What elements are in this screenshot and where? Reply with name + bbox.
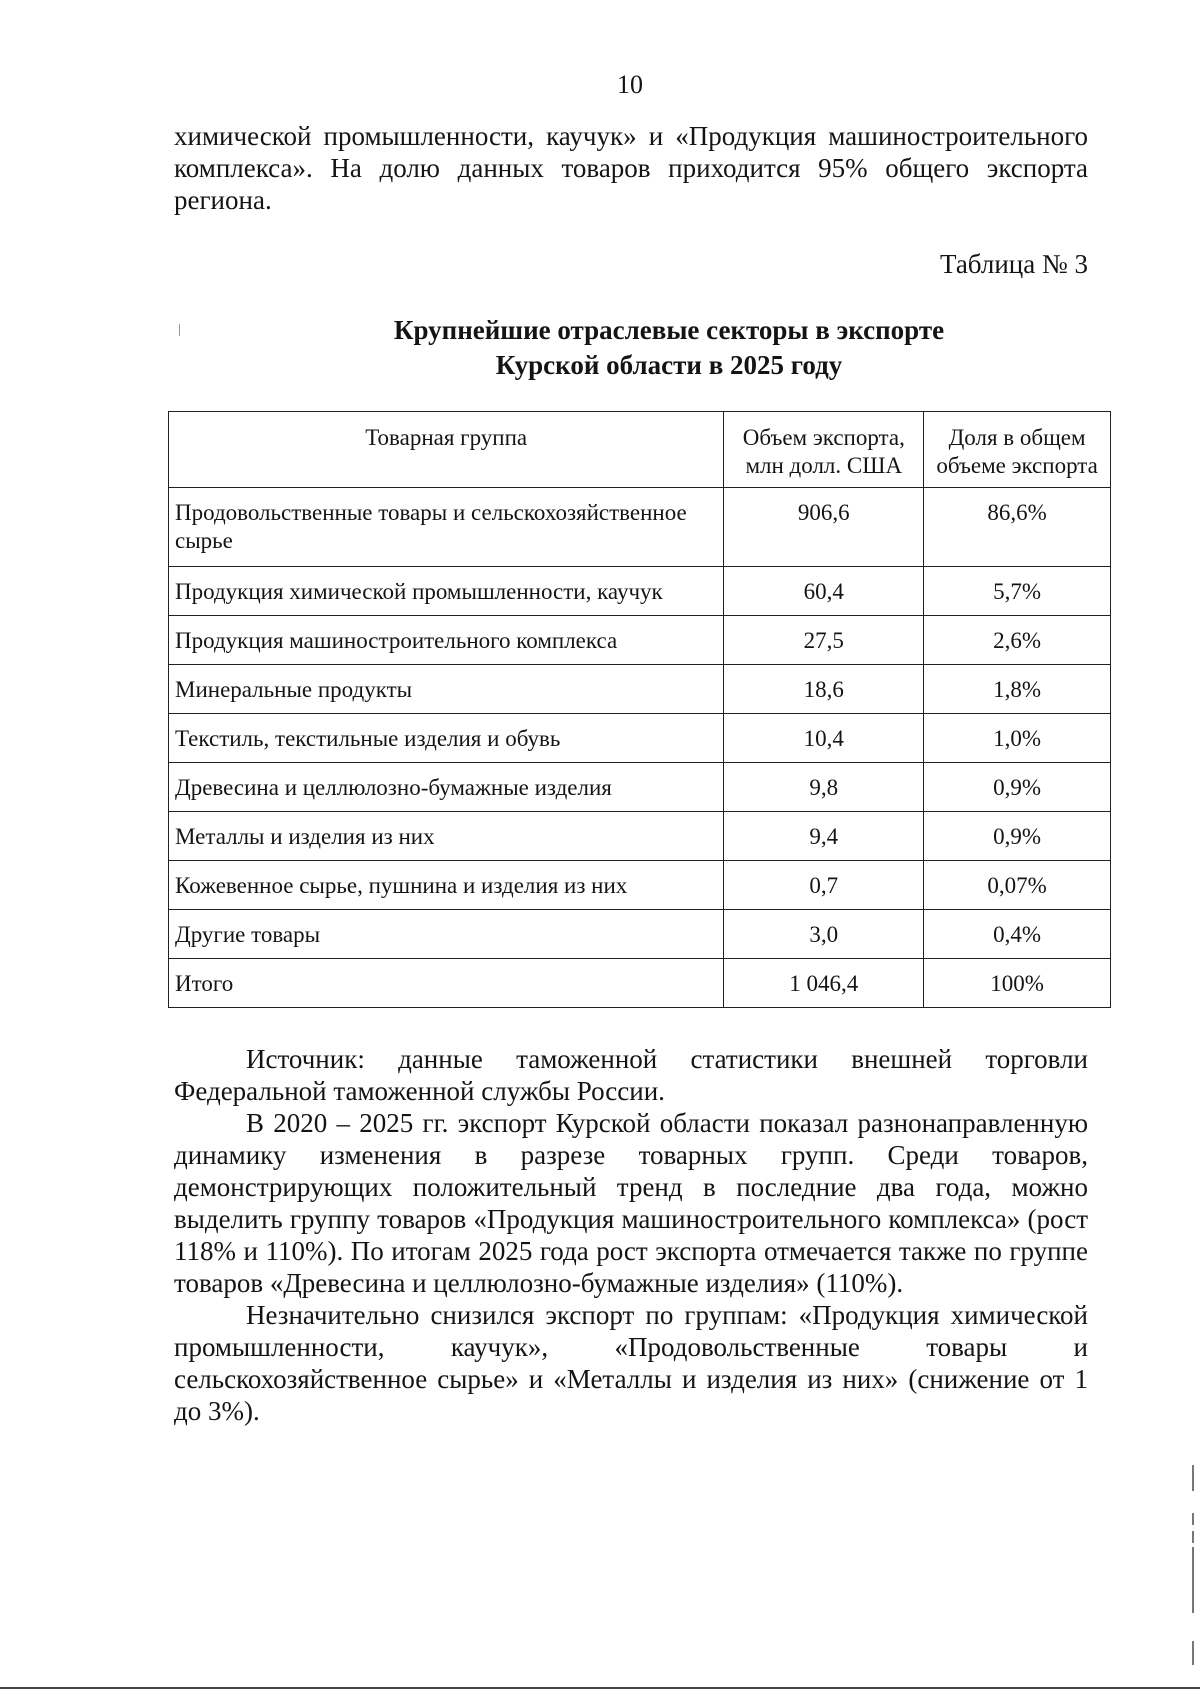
cell-volume: 3,0 <box>724 910 924 959</box>
scan-edge-mark <box>1192 1513 1194 1525</box>
cell-share: 5,7% <box>924 567 1111 616</box>
table-label: Таблица № 3 <box>940 249 1088 279</box>
cell-group: Итого <box>169 959 724 1008</box>
scan-edge-mark <box>1192 1465 1194 1491</box>
table-row <box>169 714 1111 763</box>
cell-share: 0,9% <box>924 812 1111 861</box>
paragraph-dynamics: В 2020 – 2025 гг. экспорт Курской области показал разнонаправленную динамику изменения в разрезе товарных групп. Среди товаров, демонстрирующих положительный тренд в последние два года, можно выделить группу товаров «Продукция машиностроительного комплекса» (рост 118% и 110%). По итогам 2025 года рост экспорта отмечается также по группе товаров «Древесина и целлюлозно-бумажные изделия» (110%). <box>174 1108 1088 1298</box>
intro-paragraph: химической промышленности, каучук» и «Продукция машиностроительного комплекса». На долю данных товаров приходится 95% общего экспорта региона. <box>174 121 1088 215</box>
scan-edge-mark <box>1192 1641 1194 1665</box>
cell-volume: 9,4 <box>724 812 924 861</box>
cell-share: 1,8% <box>924 665 1111 714</box>
cell-share: 100% <box>924 959 1111 1008</box>
table-row <box>169 665 1111 714</box>
paragraph-decline: Незначительно снизился экспорт по группам: «Продукция химической промышленности, каучук», «Продовольственные товары и сельскохозяйственное сырье» и «Металлы и изделия из них» (снижение от 1 до 3%). <box>174 1300 1088 1426</box>
cell-group: Кожевенное сырье, пушнина и изделия из них <box>169 861 724 910</box>
cell-group: Продукция химической промышленности, каучук <box>169 567 724 616</box>
scan-edge-mark <box>1192 1531 1194 1543</box>
cell-volume: 906,6 <box>724 488 924 567</box>
cell-volume: 0,7 <box>724 861 924 910</box>
header-export-share: Доля в общем объеме экспорта <box>924 412 1111 488</box>
table-title-line-1: Крупнейшие отраслевые секторы в экспорте <box>393 315 945 345</box>
table-row <box>169 763 1111 812</box>
cell-volume: 9,8 <box>724 763 924 812</box>
table-row <box>169 567 1111 616</box>
table-title-line-2: Курской области в 2025 году <box>495 350 843 380</box>
page-number: 10 <box>617 70 643 99</box>
cell-share: 0,07% <box>924 861 1111 910</box>
text-after-table <box>174 1043 1088 1427</box>
export-sectors-table <box>168 411 1111 1008</box>
table-row <box>169 616 1111 665</box>
table-row <box>169 910 1111 959</box>
cell-group: Продовольственные товары и сельскохозяйственное сырье <box>169 488 724 567</box>
table-row <box>169 812 1111 861</box>
table-row-total <box>169 959 1111 1008</box>
cell-share: 0,9% <box>924 763 1111 812</box>
header-product-group: Товарная группа <box>169 412 724 488</box>
cell-group: Текстиль, текстильные изделия и обувь <box>169 714 724 763</box>
table-row <box>169 861 1111 910</box>
cell-group: Древесина и целлюлозно-бумажные изделия <box>169 763 724 812</box>
cell-share: 86,6% <box>924 488 1111 567</box>
cell-share: 1,0% <box>924 714 1111 763</box>
cell-group: Минеральные продукты <box>169 665 724 714</box>
cell-share: 2,6% <box>924 616 1111 665</box>
header-export-volume: Объем экспорта, млн долл. США <box>724 412 924 488</box>
cell-volume: 1 046,4 <box>724 959 924 1008</box>
page-bottom-edge <box>0 1687 1200 1689</box>
table-row <box>169 488 1111 567</box>
cell-share: 0,4% <box>924 910 1111 959</box>
cell-volume: 10,4 <box>724 714 924 763</box>
table-header-row <box>169 412 1111 488</box>
cell-group: Металлы и изделия из них <box>169 812 724 861</box>
table-title <box>174 313 1164 383</box>
cell-volume: 60,4 <box>724 567 924 616</box>
cell-volume: 18,6 <box>724 665 924 714</box>
scan-edge-mark <box>1192 1547 1194 1613</box>
cell-group: Другие товары <box>169 910 724 959</box>
scan-edge-marks <box>1192 1465 1194 1665</box>
cell-volume: 27,5 <box>724 616 924 665</box>
cell-group: Продукция машиностроительного комплекса <box>169 616 724 665</box>
source-paragraph: Источник: данные таможенной статистики внешней торговли Федеральной таможенной службы России. <box>174 1044 1088 1106</box>
